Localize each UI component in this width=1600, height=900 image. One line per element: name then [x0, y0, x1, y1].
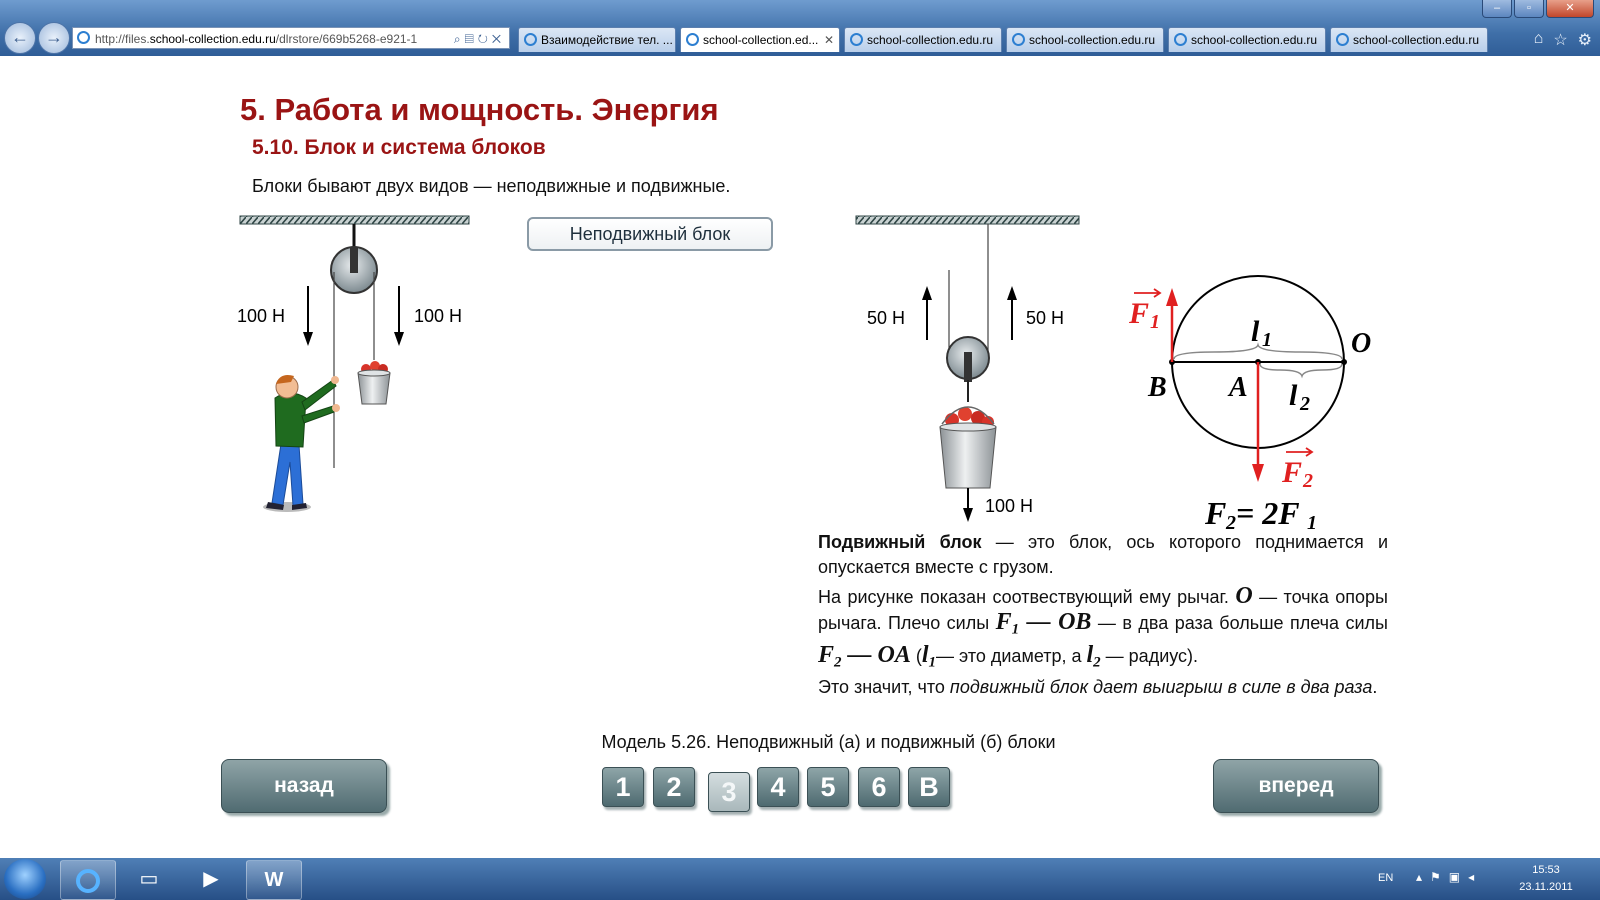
clock-date: 23.11.2011 [1519, 881, 1573, 893]
tray-icons [1416, 870, 1482, 884]
desc-term: Подвижный блок [818, 532, 982, 552]
back-nav-button[interactable]: ← [4, 22, 36, 54]
formula-f2: F [1205, 495, 1227, 531]
description [818, 530, 1388, 704]
page-button-4[interactable]: 4 [757, 767, 799, 807]
forward-button[interactable]: вперед [1213, 759, 1379, 813]
movable-pulley-figure [856, 216, 1079, 522]
force-label-right-a: 100 Н [414, 306, 463, 326]
movable-pulley-axle [964, 352, 972, 382]
favorites-star-icon[interactable]: ☆ [1553, 32, 1568, 49]
desc-math: F [995, 609, 1012, 635]
gear-icon[interactable]: ⚙ [1577, 32, 1592, 49]
vector-arrow-f2 [1286, 448, 1312, 456]
desc-conclusion: подвижный блок дает выигрыш в силе в два раза [949, 677, 1373, 698]
boy-figure [263, 375, 340, 512]
desc-text: — точка опоры рычага. Плечо силы [818, 587, 1388, 633]
volume-icon[interactable]: ◂ [1468, 870, 1483, 884]
vector-arrow-f1 [1134, 289, 1160, 297]
tab-label: school-collection.edu.ru [1029, 33, 1156, 47]
desc-text: На рисунке показан соотвествующий ему рычаг. [818, 587, 1236, 607]
network-icon[interactable]: ▣ [1448, 870, 1469, 884]
home-icon[interactable]: ⌂ [1533, 30, 1544, 47]
forward-nav-button[interactable]: → [38, 22, 70, 54]
desc-paragraph-3 [818, 675, 1388, 700]
page-button-1[interactable]: 1 [602, 767, 644, 807]
desc-math-sub: 2 [1093, 654, 1101, 671]
desc-text: ( [910, 645, 922, 666]
flag-icon[interactable]: ⚑ [1430, 870, 1449, 884]
bucket-a [358, 361, 390, 404]
page-button-3-current[interactable]: 3 [708, 772, 750, 812]
language-indicator[interactable]: EN [1378, 872, 1394, 884]
label-f2-sub: 2 [1303, 470, 1313, 492]
desc-definition: — это блок, ось которого поднимается и опускается вместе с грузом. [818, 532, 1388, 577]
force-label-left-b: 50 Н [867, 308, 906, 328]
clock-time: 15:53 [1532, 864, 1560, 876]
word-taskbar-icon[interactable]: W [246, 860, 302, 900]
desc-math-sub: 2 [834, 654, 842, 671]
label-f1-sub: 1 [1150, 311, 1160, 333]
bucket-b [940, 407, 996, 488]
formula-eq: = 2F [1236, 495, 1300, 531]
force-label-load-b: 100 Н [985, 496, 1034, 516]
show-hidden-icon[interactable]: ▴ [1416, 870, 1431, 884]
desc-text: — радиус). [1100, 645, 1199, 666]
lever-diagram [1128, 276, 1371, 534]
desc-math: F [818, 641, 835, 668]
label-l1: l [1251, 315, 1260, 348]
tab-label: school-collection.edu.ru [1191, 33, 1318, 47]
label-l1-sub: 1 [1262, 329, 1272, 351]
page-button-6[interactable]: 6 [858, 767, 900, 807]
minimize-button[interactable]: – [1482, 0, 1512, 18]
page-subtitle: 5.10. Блок и система блоков [252, 136, 546, 159]
label-l2: l [1289, 379, 1298, 412]
search-icon[interactable]: ⌕ [453, 32, 465, 46]
tab-label: Взаимодействие тел. ... [541, 33, 673, 47]
tab-close-icon[interactable]: ✕ [823, 33, 834, 47]
start-button[interactable] [4, 859, 46, 899]
force-label-right-b: 50 Н [1026, 308, 1065, 328]
label-b: B [1148, 372, 1167, 403]
taskbar [0, 858, 1600, 900]
page-title: 5. Работа и мощность. Энергия [240, 92, 719, 127]
desc-math: OB [1058, 609, 1092, 635]
desc-math: O [1235, 583, 1253, 609]
figure-caption: Модель 5.26. Неподвижный (а) и подвижный (б) блоки [601, 732, 1056, 752]
url-path: /dlrstore/669b5268-e921-1 [275, 32, 418, 46]
clock[interactable] [1516, 862, 1576, 896]
compat-icon[interactable]: ▤ [464, 32, 478, 46]
url-domain: school-collection.edu.ru [149, 32, 276, 46]
desc-math: l [921, 641, 929, 668]
maximize-button[interactable]: ▫ [1514, 0, 1544, 18]
fixed-block-mode-button[interactable]: Неподвижный блок [527, 217, 773, 251]
tab-label: school-collection.edu.ru [1353, 33, 1480, 47]
desc-math: — [841, 641, 878, 668]
label-f2: F [1282, 456, 1303, 489]
page-button-2[interactable]: 2 [653, 767, 695, 807]
explorer-taskbar-icon[interactable]: ▭ [139, 868, 159, 890]
desc-paragraph-1 [818, 530, 1388, 580]
desc-paragraph-2 [818, 584, 1388, 675]
back-button[interactable]: назад [221, 759, 387, 813]
desc-math: l [1086, 641, 1094, 668]
desc-math: OA [877, 641, 911, 668]
tab-label: school-collection.edu.ru [867, 33, 994, 47]
desc-text: . [1372, 677, 1378, 698]
label-l2-sub: 2 [1300, 393, 1310, 415]
force-label-left-a: 100 Н [237, 306, 286, 326]
url-prefix: http://files. [95, 32, 150, 46]
ceiling-a [240, 216, 469, 224]
desc-math-sub: 1 [928, 654, 937, 671]
fixed-pulley-figure [237, 216, 469, 512]
media-player-taskbar-icon[interactable]: ▶ [203, 868, 219, 890]
label-a: A [1229, 372, 1248, 403]
stop-icon[interactable]: ✕ [491, 32, 505, 46]
desc-math-sub: 1 [1011, 621, 1020, 638]
intro-text: Блоки бывают двух видов — неподвижные и подвижные. [252, 176, 731, 196]
desc-text: — в два раза больше плеча силы [1091, 613, 1388, 633]
desc-text: — это диаметр, а [936, 645, 1087, 666]
desc-math: — [1019, 609, 1059, 635]
formula-f1-sub: 1 [1307, 512, 1317, 534]
label-f1: F [1129, 297, 1150, 330]
desc-text: Это значит, что [818, 677, 950, 698]
ie-taskbar-icon[interactable] [60, 860, 116, 900]
tab-label: school-collection.ed... [703, 33, 819, 47]
close-window-button[interactable]: ✕ [1546, 0, 1594, 18]
formula-f2-sub: 2 [1226, 512, 1236, 534]
ceiling-b [856, 216, 1079, 224]
fixed-pulley-axle [350, 247, 358, 273]
label-o: O [1351, 328, 1372, 359]
refresh-icon[interactable]: ↻ [477, 32, 492, 46]
page-button-5[interactable]: 5 [807, 767, 849, 807]
page-button-b[interactable]: В [908, 767, 950, 807]
